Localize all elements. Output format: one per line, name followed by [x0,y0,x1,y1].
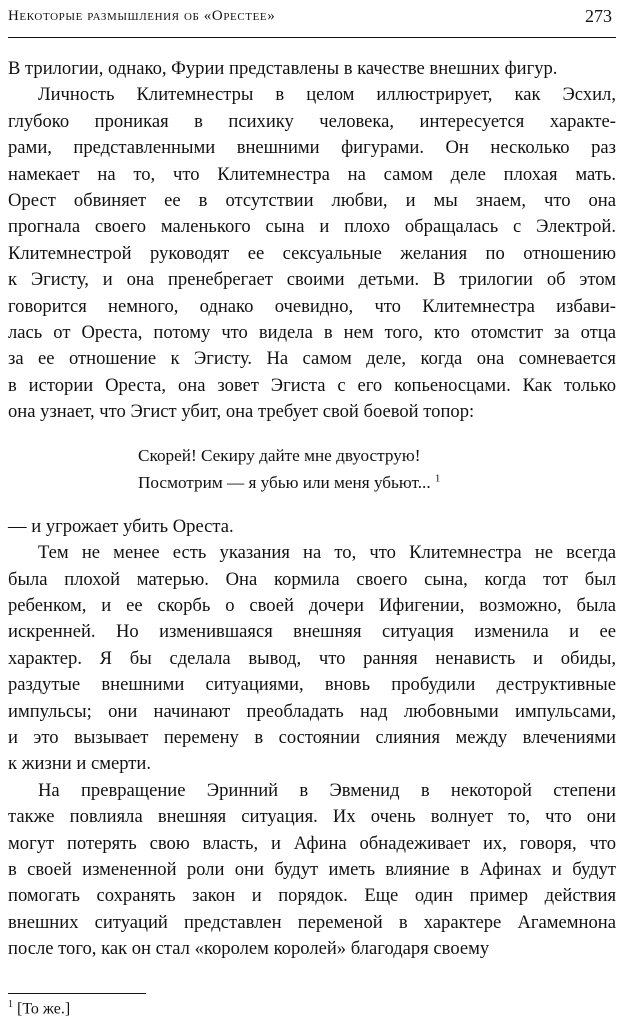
text-line: в истории Ореста, она зовет Эгиста с его копьеносцами. Как только [8,374,616,396]
footnote-text: [То же.] [17,1000,71,1018]
text-line: говорится немного, однако очевидно, что Клитемнестра избави- [8,295,616,317]
verse-line-2-text: Посмотрим — я убью или меня убьют... [138,472,431,492]
text-line: была плохой матерью. Она кормила своего сына, когда тот был [8,568,616,590]
body-text [8,56,616,963]
text-line: намекает на то, что Клитемнестра на самом деле плохая мать. [8,163,616,185]
text-line: Орест обвиняет ее в отсутствии любви, и мы знаем, что она [8,190,616,212]
text-line: она узнает, что Эгист убит, она требует свой боевой топор: [8,401,475,423]
footnote-reference[interactable]: 1 [434,471,441,484]
text-line: В трилогии, однако, Фурии представлены в качестве внешних фигур. [8,58,558,79]
text-line: раздутые внешними ситуациями, вновь пробудили деструктивные [8,674,616,696]
text-line: глубоко проникая в психику человека, интересуется характе- [8,110,616,132]
text-line: На превращение Эринний в Эвменид в некоторой степени [38,779,616,801]
text-line: характер. Я бы сделала вывод, что ранняя ненависть и обиды, [8,647,616,669]
verse-line-2 [138,469,616,496]
text-line: к жизни и смерти. [8,753,152,775]
footnote-rule [8,993,146,994]
text-line: Тем не менее есть указания на то, что Клитемнестра не всегда [38,542,616,564]
text-line: искренней. Но изменившаяся внешняя ситуация изменила и ее [8,621,616,643]
text-line: Личность Клитемнестры в целом иллюстрирует, как Эсхил, [38,84,616,106]
text-line: также повлияла внешняя ситуация. Их очень волнует то, что они [8,806,616,828]
text-line: ребенком, и ее скорбь о своей дочери Ифигении, возможно, была [8,594,616,616]
verse-line-1: Скорей! Секиру дайте мне двуострую! [138,445,421,465]
header-rule [8,37,616,38]
verse-quote [138,442,616,496]
paragraphs-before-quote [8,56,616,426]
paragraphs-after-quote [8,514,616,963]
text-line: после того, как он стал «королем королей» благодаря своему [8,938,490,960]
text-line: прогнала своего маленького сына и плохо обращалась с Электрой. [8,216,616,238]
footnote [8,999,70,1018]
text-line: внешних ситуаций представлен переменой в характере Агамемнона [8,911,616,933]
page-number: 273 [585,6,612,26]
text-line: импульсы; они начинают преобладать над любовными импульсами, [8,700,616,722]
text-line: могут потерять свою власть, и Афина обнадеживает их, говоря, что [8,832,616,854]
text-line: лась от Ореста, потому что видела в нем того, кто отомстит за отца [8,322,616,344]
footnote-number: 1 [8,999,13,1010]
running-header [8,2,616,36]
text-line: — и угрожает убить Ореста. [8,515,234,537]
text-line: к Эгисту, и она пренебрегает своими детьми. В трилогии об этом [8,269,616,291]
text-line: в своей измененной роли они будут иметь влияние в Афинах и будут [8,858,616,880]
text-line: и это вызывает перемену в состоянии слияния между влечениями [8,726,616,748]
text-line: Клитемнестрой руководят ее сексуальные желания по отношению [8,242,616,264]
text-line: помогать сохранять закон и порядок. Еще один пример действия [8,885,616,907]
text-line: за ее отношение к Эгисту. На самом деле, когда она сомневается [8,348,616,370]
running-title: Некоторые размышления об «Орестее» [8,8,276,24]
text-line: рами, представленными внешними фигурами. Он несколько раз [8,137,616,159]
